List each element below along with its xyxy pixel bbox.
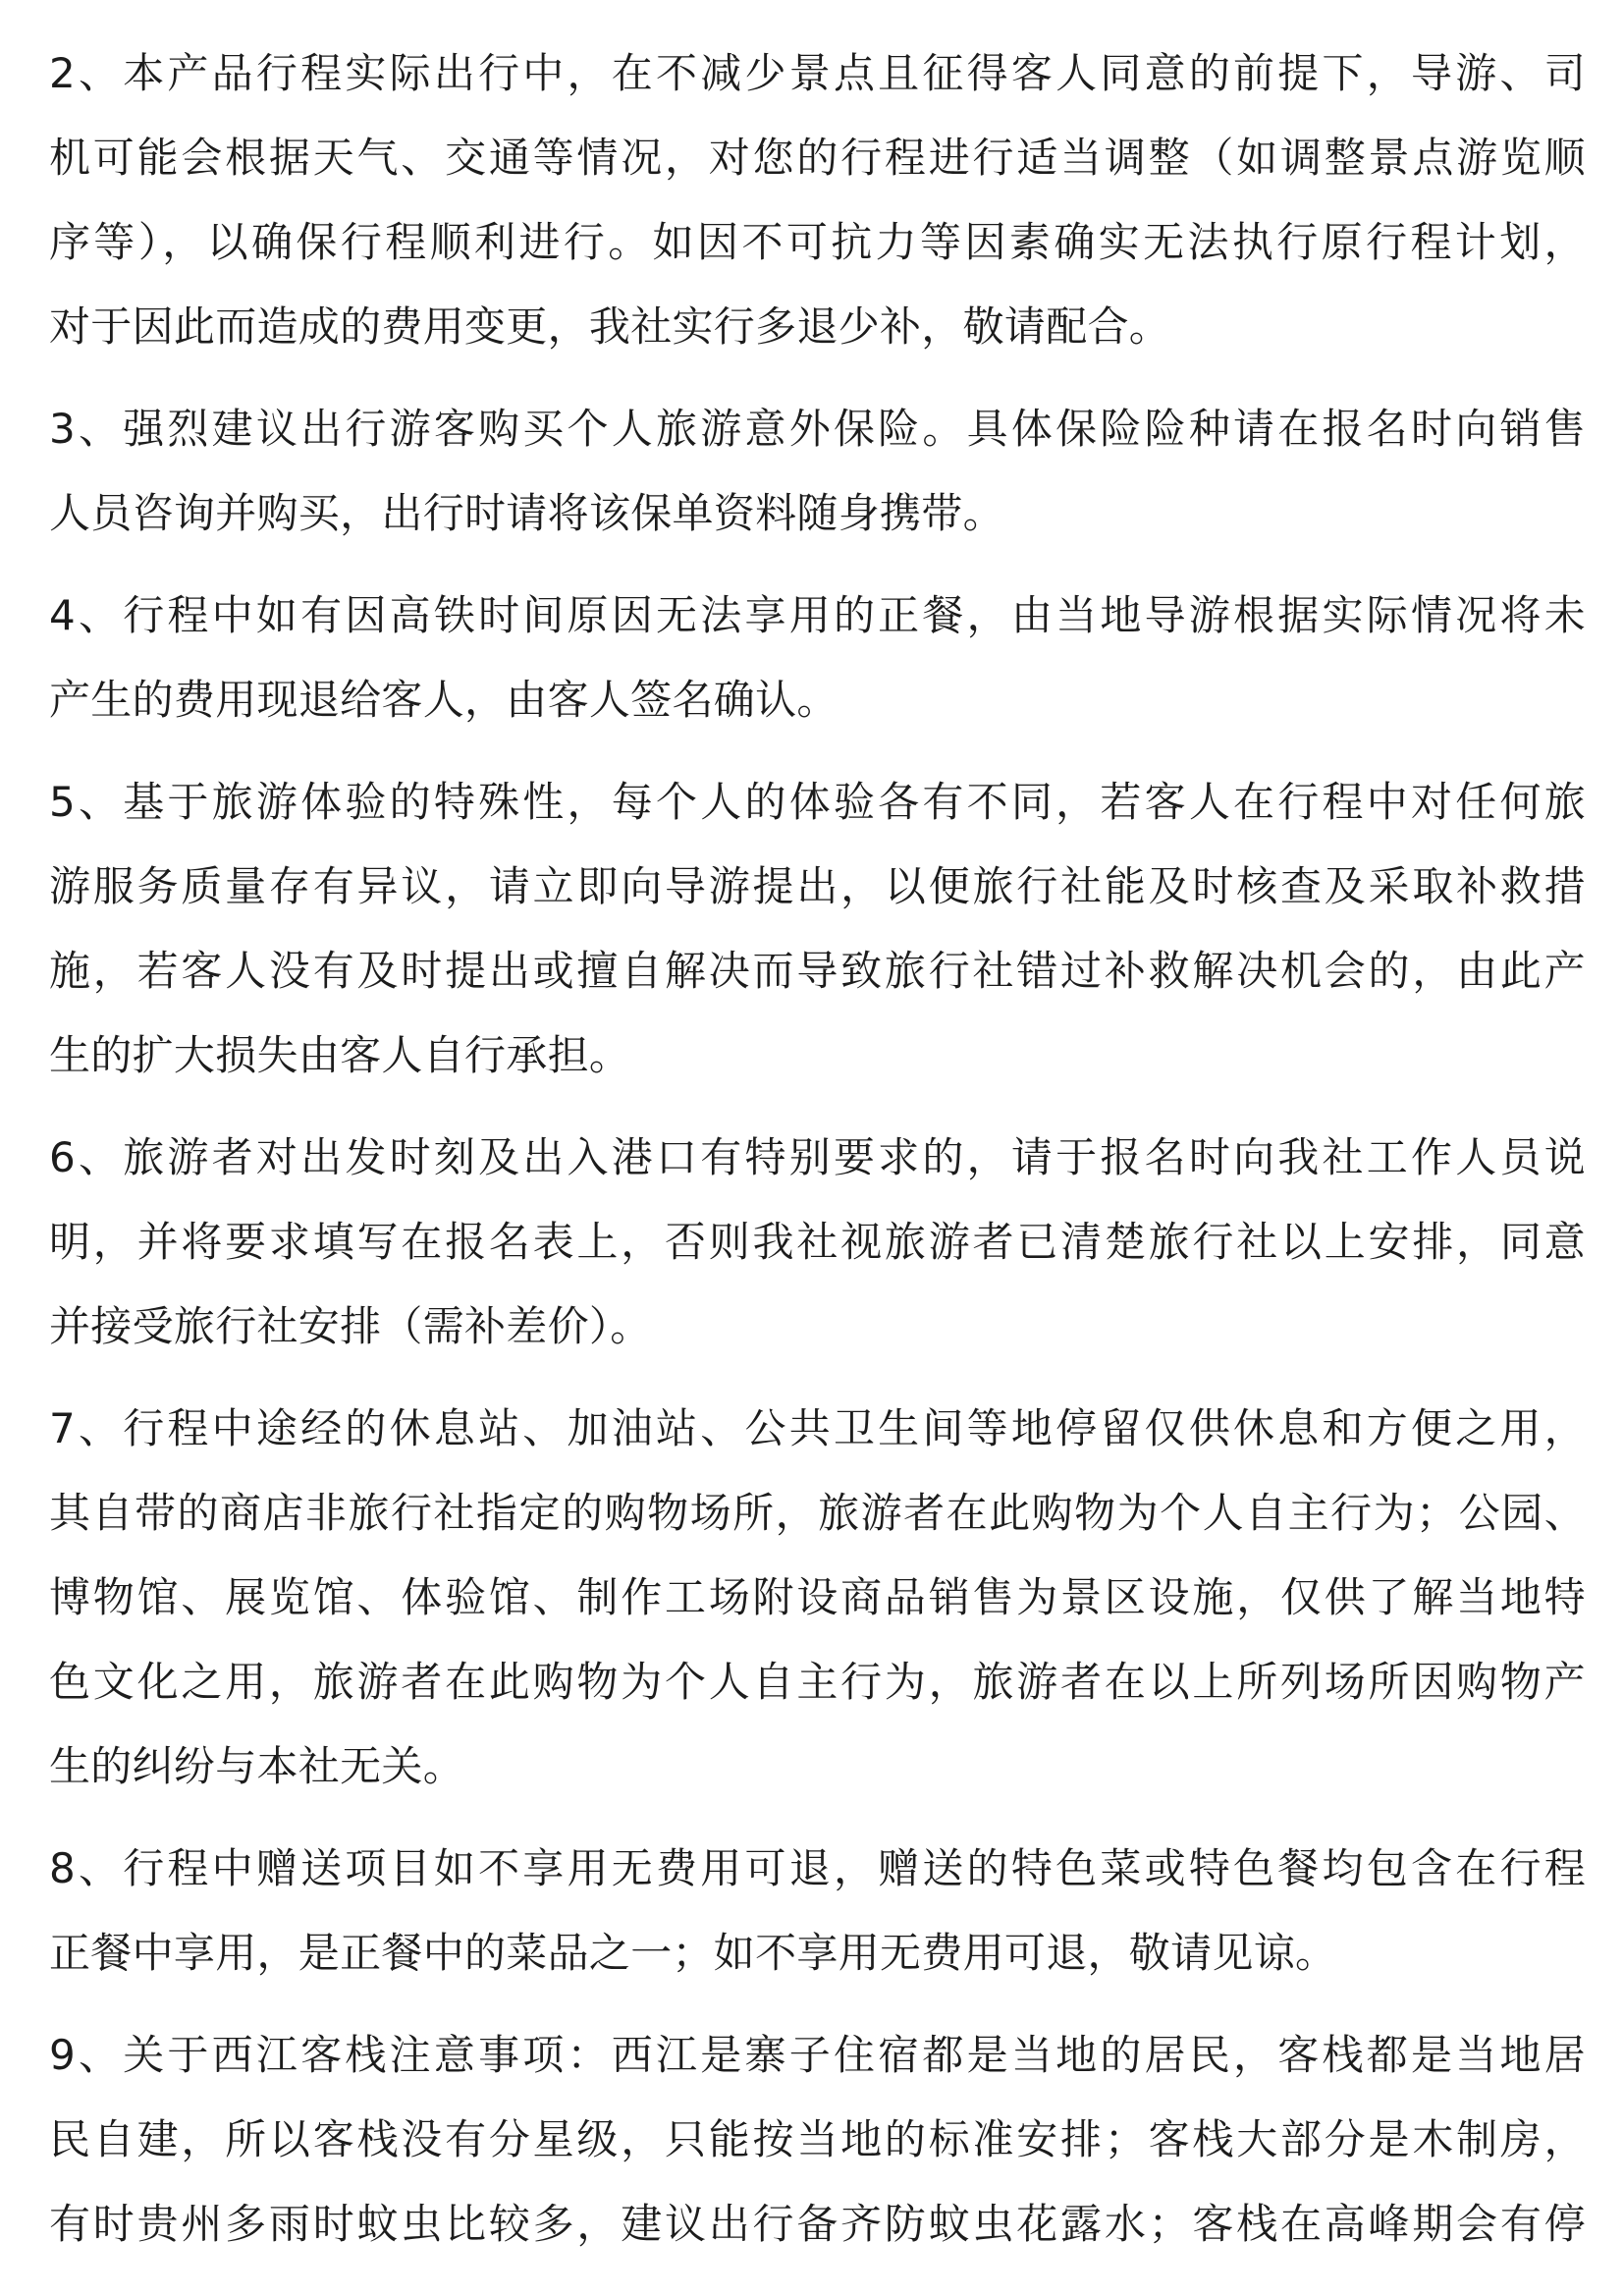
item-7-line-5: 生的纠纷与本社无关。: [49, 1742, 465, 1790]
item-2-line-1: 2、本产品行程实际出行中，在不减少景点且征得客人同意的前提下，导游、司: [49, 49, 1586, 97]
item-7-line-1: 7、行程中途经的休息站、加油站、公共卫生间等地停留仅供休息和方便之用，: [49, 1404, 1586, 1452]
item-4-line-1: 4、行程中如有因高铁时间原因无法享用的正餐，由当地导游根据实际情况将未: [49, 591, 1586, 639]
item-5-line-3: 施，若客人没有及时提出或擅自解决而导致旅行社错过补救解决机会的，由此产: [49, 947, 1586, 995]
document-page: [49, 0, 1586, 2296]
item-6-line-2: 明，并将要求填写在报名表上，否则我社视旅游者已清楚旅行社以上安排，同意: [49, 1218, 1586, 1266]
item-7-line-4: 色文化之用，旅游者在此购物为个人自主行为，旅游者在以上所列场所因购物产: [49, 1658, 1586, 1706]
item-6-line-3: 并接受旅行社安排（需补差价）。: [49, 1302, 652, 1350]
item-9-line-1: 9、关于西江客栈注意事项：西江是寨子住宿都是当地的居民，客栈都是当地居: [49, 2031, 1586, 2079]
item-3-line-1: 3、强烈建议出行游客购买个人旅游意外保险。具体保险险种请在报名时向销售: [49, 405, 1586, 453]
item-8-line-2: 正餐中享用，是正餐中的菜品之一；如不享用无费用可退，敬请见谅。: [49, 1929, 1337, 1977]
item-2-line-4: 对于因此而造成的费用变更，我社实行多退少补，敬请配合。: [49, 302, 1171, 351]
item-7-line-2: 其自带的商店非旅行社指定的购物场所，旅游者在此购物为个人自主行为；公园、: [49, 1489, 1586, 1537]
item-5-line-2: 游服务质量存有异议，请立即向导游提出，以便旅行社能及时核查及采取补救措: [49, 862, 1586, 910]
item-8-line-1: 8、行程中赠送项目如不享用无费用可退，赠送的特色菜或特色餐均包含在行程: [49, 1844, 1586, 1892]
item-3-line-2: 人员咨询并购买，出行时请将该保单资料随身携带。: [49, 489, 1004, 537]
item-5-line-1: 5、基于旅游体验的特殊性，每个人的体验各有不同，若客人在行程中对任何旅: [49, 778, 1586, 826]
item-2-line-2: 机可能会根据天气、交通等情况，对您的行程进行适当调整（如调整景点游览顺: [49, 134, 1586, 182]
item-9-line-2: 民自建，所以客栈没有分星级，只能按当地的标准安排；客栈大部分是木制房，: [49, 2115, 1586, 2163]
item-5-line-4: 生的扩大损失由客人自行承担。: [49, 1031, 631, 1079]
item-7-line-3: 博物馆、展览馆、体验馆、制作工场附设商品销售为景区设施，仅供了解当地特: [49, 1573, 1586, 1621]
item-2-line-3: 序等），以确保行程顺利进行。如因不可抗力等因素确实无法执行原行程计划，: [49, 218, 1586, 266]
item-4-line-2: 产生的费用现退给客人，由客人签名确认。: [49, 676, 839, 724]
item-6-line-1: 6、旅游者对出发时刻及出入港口有特别要求的，请于报名时向我社工作人员说: [49, 1133, 1586, 1181]
item-9-line-3: 有时贵州多雨时蚊虫比较多，建议出行备齐防蚊虫花露水；客栈在高峰期会有停: [49, 2200, 1586, 2248]
